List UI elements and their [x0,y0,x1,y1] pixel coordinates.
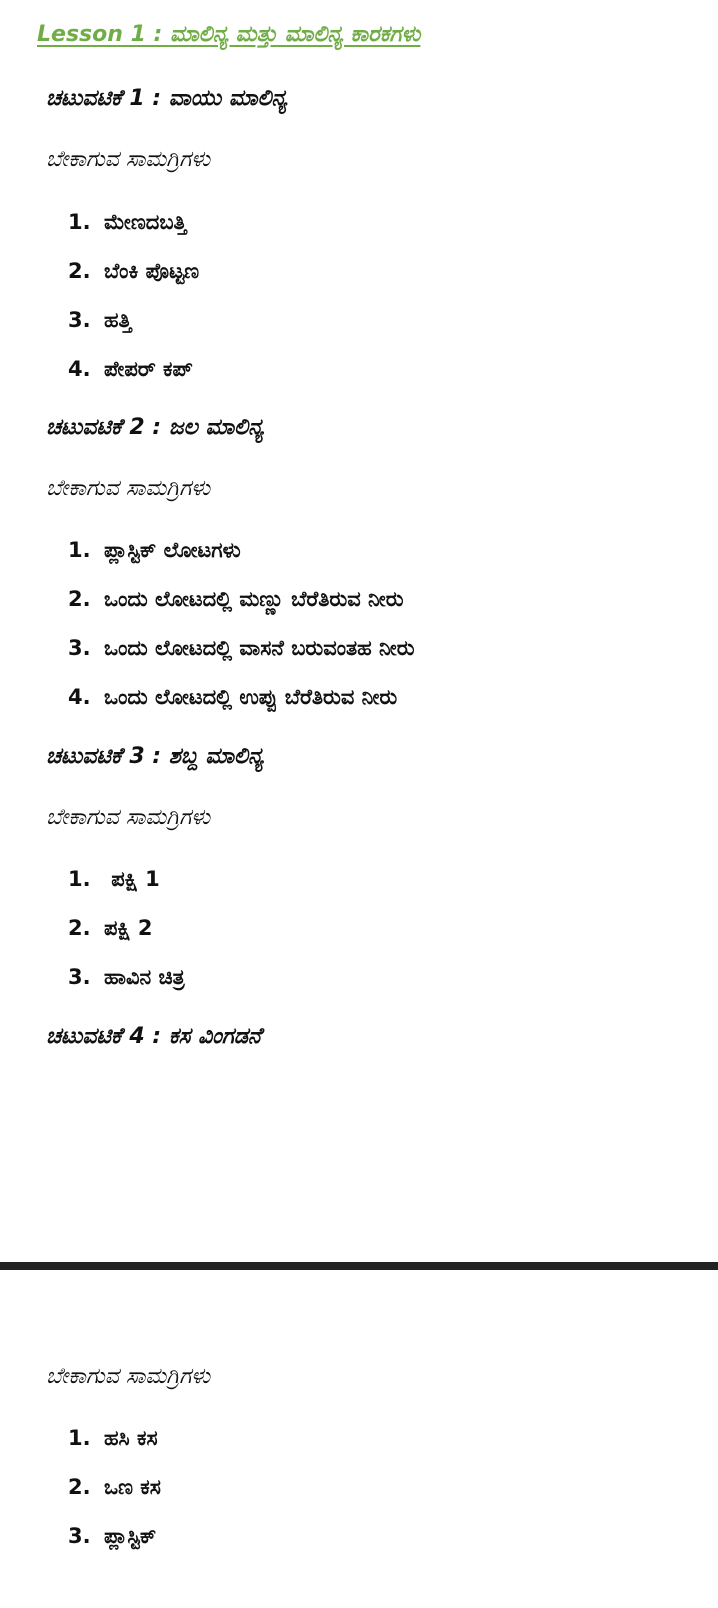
list-item-number: 3. [68,636,91,660]
list-item-text: ಒಂದು ಲೋಟದಲ್ಲಿ ಮಣ್ಣು ಬೆರೆತಿರುವ ನೀರು [104,587,404,611]
activity-1-materials-list [68,210,199,406]
list-item-text: ಒಂದು ಲೋಟದಲ್ಲಿ ವಾಸನೆ ಬರುವಂತಹ ನೀರು [104,636,415,660]
list-item [68,1524,161,1573]
activity-2-materials-list [68,538,415,734]
list-item-number: 1. [68,1426,91,1450]
list-item [68,587,415,636]
list-item [68,308,199,357]
activity-4-materials-list [68,1426,161,1573]
list-item-number: 4. [68,357,91,381]
list-item [68,916,185,965]
list-item [68,357,199,406]
activity-3-materials-label: ಬೇಕಾಗುವ ಸಾಮಗ್ರಿಗಳು [46,805,211,830]
list-item-number: 1. [68,538,91,562]
list-item-text: ಪಕ್ಷಿ 2 [104,916,153,940]
list-item-text: ಒಣ ಕಸ [104,1475,161,1499]
list-item [68,538,415,587]
list-item-number: 2. [68,259,91,283]
list-item [68,965,185,1014]
document-page-2 [0,1272,718,1608]
list-item [68,1475,161,1524]
list-item [68,636,415,685]
activity-3-heading: ಚಟುವಟಿಕೆ 3 : ಶಬ್ದ ಮಾಲಿನ್ಯ [46,744,264,769]
list-item-number: 4. [68,685,91,709]
list-item-text: ಮೇಣದಬತ್ತಿ [104,210,187,234]
list-item-text: ಬೆಂಕಿ ಪೊಟ್ಟಣ [104,259,200,283]
activity-1-materials-label: ಬೇಕಾಗುವ ಸಾಮಗ್ರಿಗಳು [46,147,211,172]
lesson-title: Lesson 1 : ಮಾಲಿನ್ಯ ಮತ್ತು ಮಾಲಿನ್ಯ ಕಾರಕಗಳು [37,22,421,47]
list-item-number: 3. [68,965,91,989]
list-item-text: ಪೇಪರ್ ಕಪ್ [104,357,193,381]
list-item-number: 1. [68,867,91,891]
activity-4-heading: ಚಟುವಟಿಕೆ 4 : ಕಸ ವಿಂಗಡನೆ [46,1024,261,1049]
list-item-text: ಹಾವಿನ ಚಿತ್ರ [104,965,185,989]
list-item [68,867,185,916]
list-item-text: ಹಸಿ ಕಸ [104,1426,158,1450]
activity-2-materials-label: ಬೇಕಾಗುವ ಸಾಮಗ್ರಿಗಳು [46,476,211,501]
list-item-number: 3. [68,1524,91,1548]
list-item-text: ಪ್ಲಾಸ್ಟಿಕ್ [104,1524,157,1548]
list-item [68,1426,161,1475]
list-item [68,259,199,308]
list-item-text: ಪಕ್ಷಿ 1 [104,867,160,891]
list-item-text: ಹತ್ತಿ [104,308,132,332]
page-break-divider [0,1262,718,1270]
list-item [68,210,199,259]
list-item-text: ಪ್ಲಾಸ್ಟಿಕ್ ಲೋಟಗಳು [104,538,241,562]
activity-1-heading: ಚಟುವಟಿಕೆ 1 : ವಾಯು ಮಾಲಿನ್ಯ [46,86,287,111]
activity-4-materials-label: ಬೇಕಾಗುವ ಸಾಮಗ್ರಿಗಳು [46,1364,211,1389]
list-item-number: 1. [68,210,91,234]
list-item-number: 2. [68,587,91,611]
list-item-text: ಒಂದು ಲೋಟದಲ್ಲಿ ಉಪ್ಪು ಬೆರೆತಿರುವ ನೀರು [104,685,398,709]
list-item-number: 2. [68,916,91,940]
activity-3-materials-list [68,867,185,1014]
list-item-number: 2. [68,1475,91,1499]
activity-2-heading: ಚಟುವಟಿಕೆ 2 : ಜಲ ಮಾಲಿನ್ಯ [46,415,264,440]
list-item [68,685,415,734]
list-item-number: 3. [68,308,91,332]
